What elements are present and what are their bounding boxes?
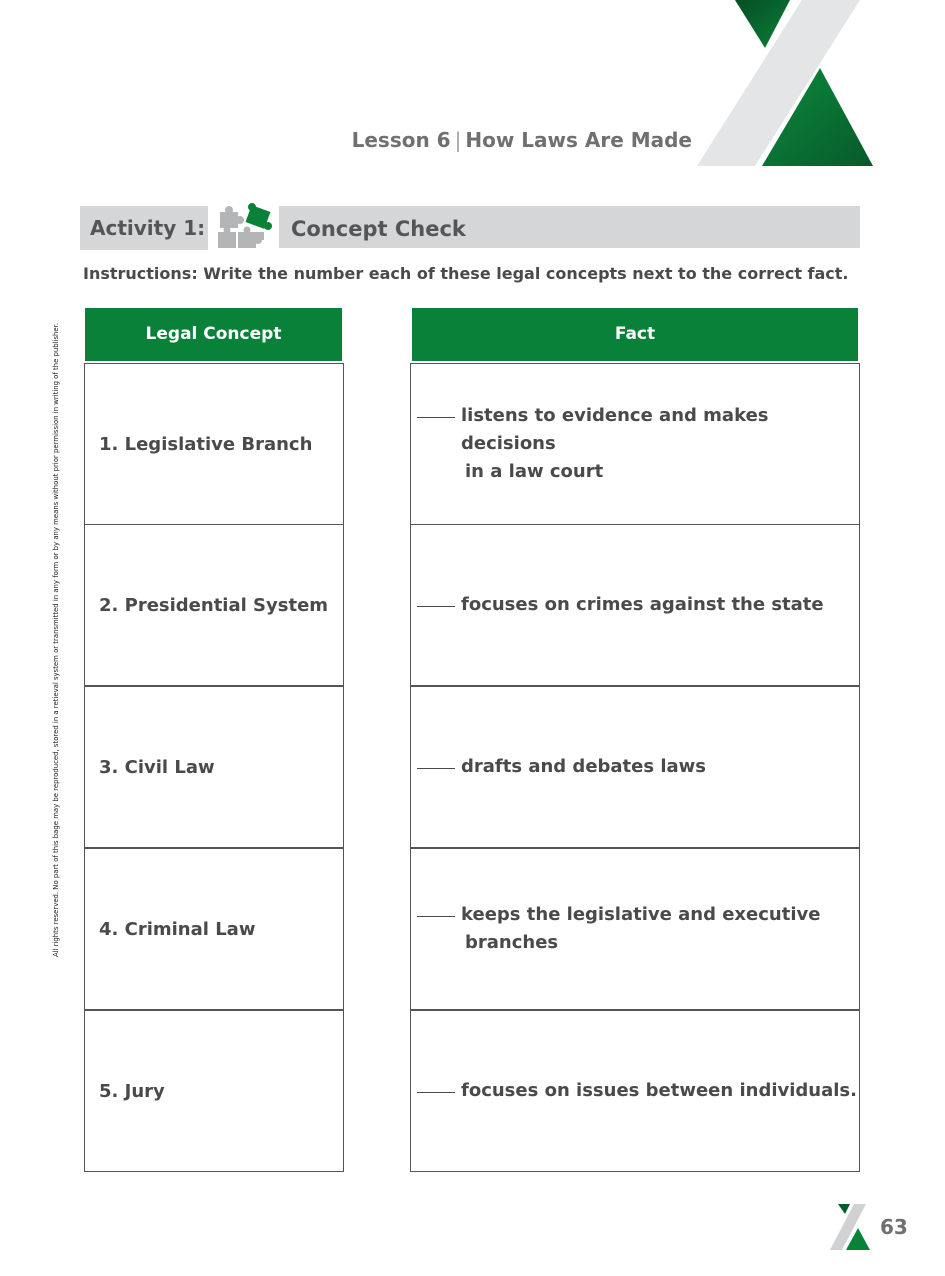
fact-cell	[410, 363, 860, 525]
instructions: Instructions: Write the number each of these legal concepts next to the correct fact.	[83, 264, 849, 283]
answer-blank[interactable]	[417, 1077, 455, 1093]
fact-cell	[410, 524, 860, 686]
fact-header: Fact	[412, 308, 858, 361]
brand-chevron-graphic	[690, 0, 890, 170]
puzzle-icon	[216, 202, 274, 252]
fact-cell	[410, 1010, 860, 1172]
brand-logo-icon	[828, 1204, 874, 1252]
page-number: 63	[880, 1215, 908, 1239]
fact-cell	[410, 686, 860, 848]
fact-text: listens to evidence and makes decisions	[461, 405, 769, 454]
fact-text: keeps the legislative and executive	[461, 904, 821, 925]
fact-text-continued: branches	[465, 932, 559, 953]
answer-blank[interactable]	[417, 901, 455, 917]
fact-text: focuses on crimes against the state	[461, 594, 824, 615]
fact-cell	[410, 848, 860, 1010]
concept-cell: 3. Civil Law	[84, 686, 344, 848]
legal-concept-header: Legal Concept	[85, 308, 342, 361]
concept-cell: 5. Jury	[84, 1010, 344, 1172]
answer-blank[interactable]	[417, 753, 455, 769]
fact-text-continued: in a law court	[465, 461, 604, 482]
concept-cell: 1. Legislative Branch	[84, 363, 344, 525]
concept-cell: 2. Presidential System	[84, 524, 344, 686]
title-separator: |	[454, 128, 462, 152]
answer-blank[interactable]	[417, 591, 455, 607]
concept-cell: 4. Criminal Law	[84, 848, 344, 1010]
copyright-note: All rights reserved. No part of this bage may be reproduced, stored in a retieval system or transmitted in any form or by any means without prior permission in writing of the publisher.	[52, 322, 60, 958]
fact-text: focuses on issues between individuals.	[461, 1080, 857, 1101]
fact-text: drafts and debates laws	[461, 756, 707, 777]
activity-title: Concept Check	[279, 206, 860, 248]
activity-label: Activity 1:	[80, 206, 208, 250]
lesson-name: How Laws Are Made	[465, 128, 692, 152]
answer-blank[interactable]	[417, 402, 455, 418]
lesson-label: Lesson 6	[351, 128, 451, 152]
lesson-title	[352, 128, 692, 152]
